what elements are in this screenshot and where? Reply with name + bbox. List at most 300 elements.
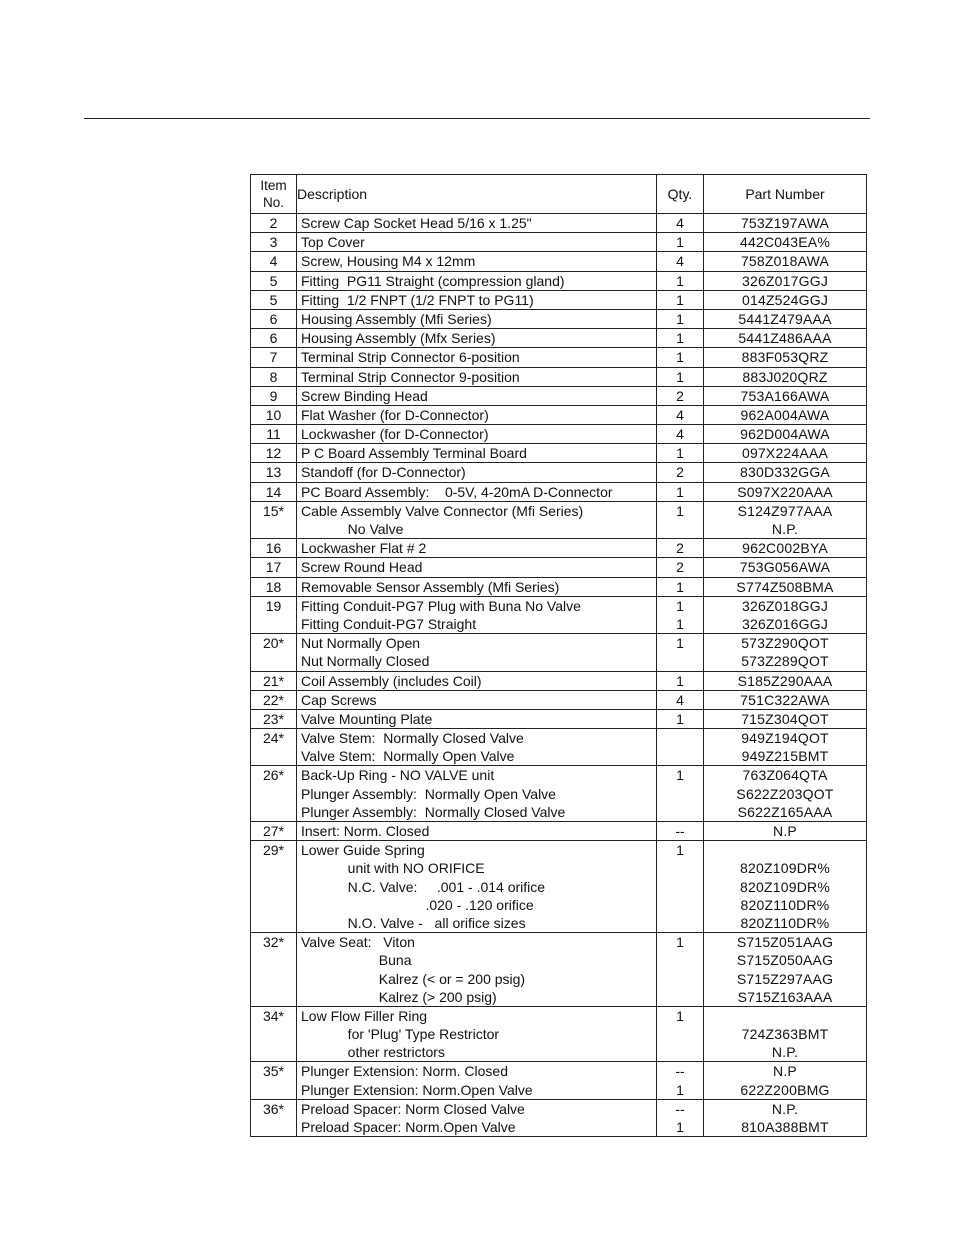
description-line: Coil Assembly (includes Coil) xyxy=(301,672,482,689)
table-row xyxy=(251,329,867,348)
description-cell xyxy=(297,766,657,822)
part-number-line: 820Z110DR% xyxy=(740,896,830,913)
item-number-cell xyxy=(251,1006,297,1062)
description-line: Valve Mounting Plate xyxy=(301,710,433,727)
description-cell xyxy=(297,577,657,596)
item-number-cell xyxy=(251,539,297,558)
quantity-cell xyxy=(657,386,704,405)
part-number-cell xyxy=(704,482,867,501)
part-number-cell xyxy=(704,405,867,424)
item-number-cell xyxy=(251,329,297,348)
part-number-line: N.P. xyxy=(771,521,799,537)
item-number-cell xyxy=(251,233,297,252)
description-cell xyxy=(297,933,657,1007)
item-number: 19 xyxy=(265,597,282,614)
part-number-cell xyxy=(704,386,867,405)
quantity-line: 2 xyxy=(676,387,684,404)
part-number-cell xyxy=(704,671,867,690)
part-number-cell xyxy=(704,841,867,933)
item-number-cell xyxy=(251,367,297,386)
part-number-cell xyxy=(704,501,867,538)
quantity-cell xyxy=(657,577,704,596)
quantity-line: 1 xyxy=(676,291,684,308)
quantity-line xyxy=(657,914,703,932)
description-line: unit with NO ORIFICE xyxy=(301,860,485,877)
description-line: Plunger Assembly: Normally Open Valve xyxy=(301,785,556,802)
header-rule xyxy=(84,118,870,119)
item-number: 26* xyxy=(262,767,285,784)
item-number: 35* xyxy=(262,1063,285,1080)
quantity-line: 1 xyxy=(676,310,684,327)
quantity-line: -- xyxy=(675,1063,685,1080)
quantity-cell xyxy=(657,348,704,367)
quantity-line: 1 xyxy=(676,1007,684,1024)
quantity-line: 1 xyxy=(676,767,684,784)
description-line: No Valve xyxy=(301,521,404,537)
part-number-line: 751C322AWA xyxy=(740,691,830,708)
table-row xyxy=(251,1006,867,1062)
description-cell xyxy=(297,1099,657,1136)
item-number-cell xyxy=(251,290,297,309)
header-item-no xyxy=(251,175,297,214)
quantity-cell xyxy=(657,690,704,709)
quantity-cell xyxy=(657,501,704,538)
item-number-cell xyxy=(251,463,297,482)
header-item-line2: No. xyxy=(262,195,284,210)
table-row xyxy=(251,425,867,444)
part-number-line: 949Z194QOT xyxy=(741,730,829,747)
part-number-cell xyxy=(704,348,867,367)
description-line: Flat Washer (for D-Connector) xyxy=(301,406,489,423)
part-number-cell xyxy=(704,329,867,348)
part-number-line: S715Z050AAG xyxy=(736,952,834,969)
description-cell xyxy=(297,252,657,271)
description-line: Valve Seat: Viton xyxy=(301,934,415,951)
table-row xyxy=(251,1099,867,1136)
description-line: Cable Assembly Valve Connector (Mfi Series) xyxy=(301,502,584,519)
description-line: Screw Cap Socket Head 5/16 x 1.25" xyxy=(301,215,532,231)
quantity-line xyxy=(657,747,703,765)
description-line: Plunger Assembly: Normally Closed Valve xyxy=(301,803,566,820)
part-number-line: 097X224AAA xyxy=(741,445,829,462)
quantity-line: 2 xyxy=(676,540,684,557)
quantity-line xyxy=(657,520,703,538)
quantity-line xyxy=(657,1043,703,1061)
quantity-cell xyxy=(657,1062,704,1099)
part-number-line: 820Z109DR% xyxy=(740,860,830,877)
item-number-cell xyxy=(251,214,297,233)
item-number: 15* xyxy=(262,502,285,519)
quantity-line: 1 xyxy=(676,842,684,859)
item-number: 24* xyxy=(262,730,285,747)
description-line: other restrictors xyxy=(301,1044,445,1061)
quantity-line: 1 xyxy=(676,445,684,462)
part-number-line: 753G056AWA xyxy=(739,559,831,576)
table-row xyxy=(251,577,867,596)
part-number-line: 442C043EA% xyxy=(740,234,830,251)
header-qty: Qty. xyxy=(657,175,704,214)
item-number: 4 xyxy=(269,253,278,270)
quantity-line xyxy=(657,878,703,896)
description-cell xyxy=(297,596,657,633)
description-line: Nut Normally Open xyxy=(301,635,421,652)
item-number: 36* xyxy=(262,1100,285,1117)
table-row xyxy=(251,766,867,822)
part-number-line: 763Z064QTA xyxy=(742,767,828,784)
description-line: Housing Assembly (Mfx Series) xyxy=(301,330,496,347)
item-number: 7 xyxy=(269,349,278,366)
description-cell xyxy=(297,558,657,577)
part-number-line: 758Z018AWA xyxy=(740,253,830,270)
table-row xyxy=(251,634,867,671)
quantity-line: 1 xyxy=(676,1119,684,1135)
table-row xyxy=(251,290,867,309)
quantity-cell xyxy=(657,671,704,690)
description-cell xyxy=(297,386,657,405)
quantity-cell xyxy=(657,329,704,348)
item-number-cell xyxy=(251,671,297,690)
part-number-cell xyxy=(704,933,867,1007)
part-number-line: 962A004AWA xyxy=(740,406,830,423)
item-number-cell xyxy=(251,766,297,822)
quantity-cell xyxy=(657,596,704,633)
description-cell xyxy=(297,367,657,386)
item-number-cell xyxy=(251,425,297,444)
description-cell xyxy=(297,482,657,501)
header-item-line1: Item xyxy=(260,178,287,193)
item-number-cell xyxy=(251,690,297,709)
item-number-cell xyxy=(251,444,297,463)
description-cell xyxy=(297,214,657,233)
description-line: Low Flow Filler Ring xyxy=(301,1007,428,1024)
item-number-cell xyxy=(251,577,297,596)
part-number-cell xyxy=(704,290,867,309)
part-number-line xyxy=(704,1007,866,1025)
quantity-line: 1 xyxy=(676,483,684,500)
quantity-cell xyxy=(657,290,704,309)
quantity-line xyxy=(657,970,703,988)
description-cell xyxy=(297,690,657,709)
part-number-line: S774Z508BMA xyxy=(736,578,834,595)
description-cell xyxy=(297,709,657,728)
item-number-cell xyxy=(251,933,297,1007)
table-row xyxy=(251,233,867,252)
part-number-line: 5441Z479AAA xyxy=(738,310,832,327)
description-line: Plunger Extension: Norm. Closed xyxy=(301,1063,508,1080)
part-number-line: 5441Z486AAA xyxy=(738,330,832,347)
part-number-cell xyxy=(704,252,867,271)
quantity-line: 4 xyxy=(676,426,684,443)
description-line: Back-Up Ring - NO VALVE unit xyxy=(301,767,495,784)
quantity-line xyxy=(657,896,703,914)
item-number: 20* xyxy=(262,635,285,652)
item-number-cell xyxy=(251,482,297,501)
description-line: Preload Spacer: Norm Closed Valve xyxy=(301,1100,525,1117)
item-number: 10 xyxy=(265,406,282,423)
item-number-cell xyxy=(251,729,297,766)
item-number: 13 xyxy=(265,464,282,481)
description-line: Terminal Strip Connector 6-position xyxy=(301,349,520,366)
parts-list-table xyxy=(250,174,867,1137)
table-row xyxy=(251,348,867,367)
description-line: Screw Round Head xyxy=(301,559,423,576)
quantity-cell xyxy=(657,822,704,841)
quantity-line: 1 xyxy=(676,502,684,519)
description-cell xyxy=(297,1062,657,1099)
table-row xyxy=(251,444,867,463)
quantity-line: 2 xyxy=(676,464,684,481)
description-cell xyxy=(297,463,657,482)
quantity-line xyxy=(657,1025,703,1043)
item-number-cell xyxy=(251,252,297,271)
table-row xyxy=(251,841,867,933)
description-line: Terminal Strip Connector 9-position xyxy=(301,368,520,385)
part-number-line: S715Z051AAG xyxy=(736,934,834,951)
item-number-cell xyxy=(251,1062,297,1099)
part-number-line: S185Z290AAA xyxy=(737,672,833,689)
part-number-line xyxy=(704,841,866,859)
part-number-line: 573Z290QOT xyxy=(741,635,829,652)
quantity-line: 4 xyxy=(676,215,684,231)
part-number-line: S124Z977AAA xyxy=(737,502,833,519)
quantity-cell xyxy=(657,933,704,1007)
table-row xyxy=(251,558,867,577)
part-number-cell xyxy=(704,444,867,463)
quantity-line: 1 xyxy=(676,330,684,347)
description-cell xyxy=(297,729,657,766)
part-number-line: 715Z304QOT xyxy=(741,710,829,727)
table-row xyxy=(251,252,867,271)
item-number-cell xyxy=(251,501,297,538)
description-line: Valve Stem: Normally Closed Valve xyxy=(301,730,524,747)
part-number-cell xyxy=(704,1006,867,1062)
table-row xyxy=(251,822,867,841)
part-number-line: S715Z297AAG xyxy=(736,970,834,987)
quantity-cell xyxy=(657,233,704,252)
item-number-cell xyxy=(251,596,297,633)
item-number-cell xyxy=(251,558,297,577)
table-row xyxy=(251,309,867,328)
description-line: Lockwasher Flat # 2 xyxy=(301,540,427,557)
part-number-cell xyxy=(704,558,867,577)
item-number-cell xyxy=(251,271,297,290)
quantity-line xyxy=(657,988,703,1006)
description-line: Screw, Housing M4 x 12mm xyxy=(301,253,476,270)
description-cell xyxy=(297,290,657,309)
quantity-line: 1 xyxy=(676,368,684,385)
quantity-line: 1 xyxy=(676,615,684,632)
quantity-cell xyxy=(657,214,704,233)
part-number-cell xyxy=(704,214,867,233)
quantity-cell xyxy=(657,367,704,386)
quantity-line: 1 xyxy=(676,1081,684,1098)
table-row xyxy=(251,405,867,424)
quantity-cell xyxy=(657,539,704,558)
quantity-cell xyxy=(657,309,704,328)
item-number: 23* xyxy=(262,710,285,727)
item-number: 14 xyxy=(265,483,282,500)
description-cell xyxy=(297,348,657,367)
parts-table-body xyxy=(251,214,867,1137)
table-row xyxy=(251,709,867,728)
table-row xyxy=(251,463,867,482)
description-line: Fitting Conduit-PG7 Plug with Buna No Valve xyxy=(301,597,581,614)
part-number-line: S622Z203QOT xyxy=(736,785,834,802)
part-number-line: 753A166AWA xyxy=(740,387,830,404)
description-line: P C Board Assembly Terminal Board xyxy=(301,445,527,462)
quantity-cell xyxy=(657,271,704,290)
item-number: 27* xyxy=(262,823,285,839)
part-number-line: 622Z200BMG xyxy=(740,1081,830,1098)
quantity-line xyxy=(657,729,703,747)
item-number-cell xyxy=(251,1099,297,1136)
description-line: Preload Spacer: Norm.Open Valve xyxy=(301,1119,516,1135)
part-number-line: 820Z109DR% xyxy=(740,878,830,895)
part-number-line: S622Z165AAA xyxy=(737,803,833,820)
quantity-line xyxy=(657,785,703,803)
part-number-line: 962C002BYA xyxy=(742,540,828,557)
item-number-cell xyxy=(251,634,297,671)
part-number-line: 326Z016GGJ xyxy=(741,615,829,632)
item-number: 3 xyxy=(269,234,278,251)
quantity-line xyxy=(657,859,703,877)
table-row xyxy=(251,271,867,290)
table-row xyxy=(251,367,867,386)
description-cell xyxy=(297,425,657,444)
part-number-line: 949Z215BMT xyxy=(741,748,829,765)
item-number: 8 xyxy=(269,368,278,385)
item-number: 5 xyxy=(269,272,278,289)
table-row xyxy=(251,596,867,633)
description-cell xyxy=(297,444,657,463)
description-line: Nut Normally Closed xyxy=(301,653,430,670)
table-row xyxy=(251,214,867,233)
part-number-cell xyxy=(704,634,867,671)
item-number-cell xyxy=(251,822,297,841)
part-number-line: S097X220AAA xyxy=(737,483,833,500)
quantity-cell xyxy=(657,405,704,424)
part-number-line: 326Z018GGJ xyxy=(741,597,829,614)
part-number-line: 573Z289QOT xyxy=(741,653,829,670)
description-cell xyxy=(297,501,657,538)
quantity-cell xyxy=(657,558,704,577)
description-line: Fitting Conduit-PG7 Straight xyxy=(301,615,477,632)
quantity-line: -- xyxy=(675,1100,685,1117)
item-number-cell xyxy=(251,309,297,328)
part-number-cell xyxy=(704,271,867,290)
item-number: 12 xyxy=(265,445,282,462)
description-line: Kalrez (> 200 psig) xyxy=(301,988,497,1005)
item-number: 22* xyxy=(262,691,285,708)
description-line: for 'Plug' Type Restrictor xyxy=(301,1026,500,1043)
table-row xyxy=(251,482,867,501)
description-cell xyxy=(297,309,657,328)
item-number-cell xyxy=(251,405,297,424)
part-number-line: 753Z197AWA xyxy=(740,215,830,231)
table-row xyxy=(251,501,867,538)
part-number-line: N.P. xyxy=(771,1100,799,1117)
part-number-line: 962D004AWA xyxy=(740,426,830,443)
quantity-line: 4 xyxy=(676,406,684,423)
quantity-cell xyxy=(657,766,704,822)
part-number-cell xyxy=(704,367,867,386)
part-number-cell xyxy=(704,309,867,328)
description-line: Cap Screws xyxy=(301,691,377,708)
part-number-line: 810A388BMT xyxy=(741,1119,829,1135)
item-number: 34* xyxy=(262,1007,285,1024)
part-number-cell xyxy=(704,709,867,728)
item-number-cell xyxy=(251,348,297,367)
part-number-line: 326Z017GGJ xyxy=(741,272,829,289)
quantity-line: 4 xyxy=(676,253,684,270)
part-number-cell xyxy=(704,596,867,633)
part-number-cell xyxy=(704,1062,867,1099)
table-row xyxy=(251,690,867,709)
quantity-line xyxy=(657,803,703,821)
description-cell xyxy=(297,233,657,252)
description-cell xyxy=(297,539,657,558)
quantity-cell xyxy=(657,729,704,766)
quantity-cell xyxy=(657,425,704,444)
quantity-line: -- xyxy=(675,823,685,839)
quantity-line: 1 xyxy=(676,272,684,289)
part-number-cell xyxy=(704,539,867,558)
part-number-cell xyxy=(704,690,867,709)
part-number-line: 830D332GGA xyxy=(740,464,830,481)
quantity-line: 1 xyxy=(676,710,684,727)
header-description: Description xyxy=(297,175,657,214)
description-line: Fitting 1/2 FNPT (1/2 FNPT to PG11) xyxy=(301,291,534,308)
description-line: Lower Guide Spring xyxy=(301,842,425,859)
table-row xyxy=(251,729,867,766)
description-cell xyxy=(297,841,657,933)
description-cell xyxy=(297,671,657,690)
item-number: 6 xyxy=(269,310,278,327)
description-line: Screw Binding Head xyxy=(301,387,428,404)
item-number: 29* xyxy=(262,842,285,859)
description-line: N.O. Valve - all orifice sizes xyxy=(301,914,526,931)
description-line: Fitting PG11 Straight (compression gland) xyxy=(301,272,565,289)
quantity-cell xyxy=(657,634,704,671)
description-line: Kalrez (< or = 200 psig) xyxy=(301,970,526,987)
item-number: 11 xyxy=(266,426,281,443)
item-number: 21* xyxy=(262,672,285,689)
description-line: Insert: Norm. Closed xyxy=(301,823,430,839)
quantity-cell xyxy=(657,1006,704,1062)
item-number: 17 xyxy=(265,559,282,576)
part-number-line: 820Z110DR% xyxy=(740,914,830,931)
description-line: Top Cover xyxy=(301,234,365,251)
quantity-line: 1 xyxy=(676,234,684,251)
quantity-line xyxy=(657,951,703,969)
table-row xyxy=(251,386,867,405)
description-line: Plunger Extension: Norm.Open Valve xyxy=(301,1081,533,1098)
quantity-line: 1 xyxy=(676,349,684,366)
part-number-line: N.P xyxy=(773,1063,797,1080)
description-line: Valve Stem: Normally Open Valve xyxy=(301,748,515,765)
description-line: Buna xyxy=(301,952,412,969)
part-number-line: 014Z524GGJ xyxy=(741,291,829,308)
item-number: 9 xyxy=(269,387,278,404)
quantity-cell xyxy=(657,252,704,271)
part-number-cell xyxy=(704,577,867,596)
table-row xyxy=(251,933,867,1007)
description-cell xyxy=(297,822,657,841)
description-cell xyxy=(297,634,657,671)
description-cell xyxy=(297,405,657,424)
item-number: 2 xyxy=(269,215,278,231)
quantity-line: 1 xyxy=(676,672,684,689)
